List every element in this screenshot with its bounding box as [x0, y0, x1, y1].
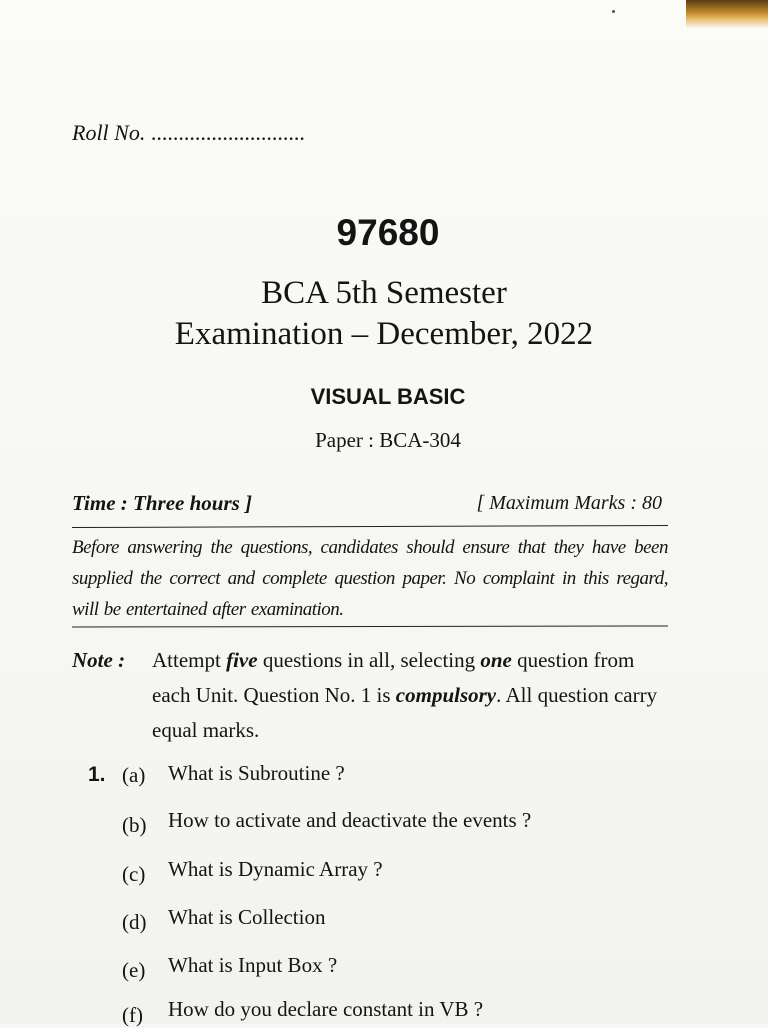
note-text-part: questions in all, selecting: [257, 648, 481, 672]
question-part-text: How to activate and deactivate the events ?: [168, 808, 532, 832]
divider-bottom: [72, 625, 668, 627]
time-allowed: Time : Three hours ]: [72, 491, 253, 515]
question-part-text: How do you declare constant in VB ?: [168, 997, 484, 1021]
maximum-marks: [ Maximum Marks : 80: [476, 492, 662, 514]
question-part-text: What is Subroutine ?: [168, 761, 345, 785]
candidate-instructions: Before answering the questions, candidates should ensure that they have been supplied the correct and complete question paper. No complaint in this regard, will be entertained after examination.: [72, 537, 668, 620]
note-text-part: Attempt: [152, 648, 227, 672]
examination-title: Examination – December, 2022: [174, 316, 594, 352]
course-title: BCA 5th Semester: [261, 275, 507, 311]
divider-top: [72, 525, 668, 528]
speck: [612, 10, 615, 13]
question-part-label: (e): [122, 958, 146, 982]
note-label: Note :: [72, 648, 126, 672]
question-part-label: (b): [122, 813, 147, 837]
note-emphasis: one: [480, 648, 512, 672]
question-part-text: What is Dynamic Array ?: [168, 857, 383, 881]
question-number: 1.: [88, 763, 106, 786]
question-part-text: What is Input Box ?: [168, 953, 338, 977]
note-text-part: . All question carry equal marks.: [152, 683, 658, 742]
roll-number-blank: ............................: [150, 120, 305, 145]
background-edge: [686, 0, 768, 28]
roll-number-label: Roll No.: [72, 120, 146, 145]
question-part-label: (c): [122, 862, 146, 886]
note-emphasis: compulsory: [395, 683, 497, 707]
question-part-text: What is Collection: [168, 905, 326, 929]
paper-number: Paper : BCA-304: [315, 428, 461, 452]
question-part-label: (f): [122, 1003, 143, 1027]
question-part-label: (a): [122, 763, 146, 787]
question-part-label: (d): [122, 910, 147, 934]
note-text-part: question from each Unit. Question No. 1 is: [152, 648, 635, 707]
note-text: [152, 643, 666, 748]
note-emphasis: five: [226, 648, 258, 672]
subject-title: VISUAL BASIC: [310, 384, 466, 409]
roll-number-line: [72, 120, 305, 146]
paper-code: 97680: [336, 212, 440, 253]
